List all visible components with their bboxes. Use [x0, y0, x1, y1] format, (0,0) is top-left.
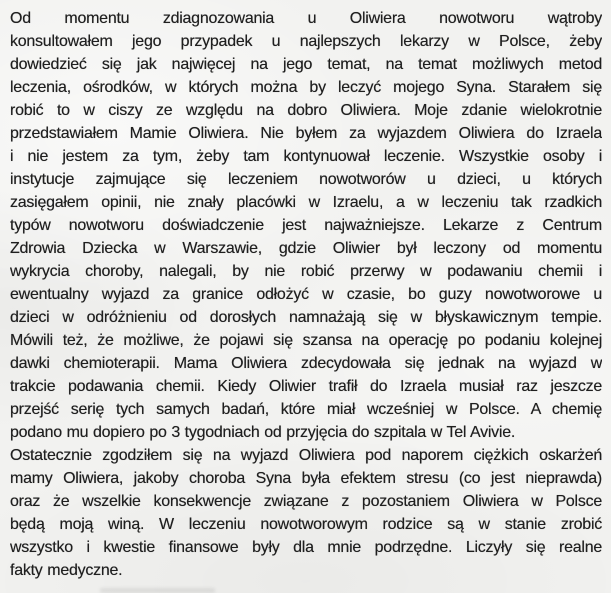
- text-line: Ostatecznie zgodziłem się na wyjazd Oliwiera pod naporem ciężkich oskarżeń: [10, 447, 602, 464]
- text-line: zasięgałem opinii, nie znały placówki w Izraelu, a w leczeniu tak rzadkich: [10, 194, 602, 211]
- text-line: będą moją winą. W leczeniu nowotworowym rodzice są w stanie zrobić: [10, 516, 602, 533]
- text-line: i nie jestem za tym, żeby tam kontynuował leczenie. Wszystkie osoby i: [10, 148, 602, 165]
- text-line: dzieci w odróżnieniu od dorosłych namnażają się w błyskawicznym tempie.: [10, 309, 602, 326]
- paragraph: [10, 444, 602, 582]
- scan-artifact: [100, 588, 215, 593]
- text-line: mamy Oliwiera, jakoby choroba Syna była efektem stresu (co jest nieprawda): [10, 470, 602, 487]
- document-body: [10, 7, 602, 582]
- text-line: instytucje zajmujące się leczeniem nowotworów u dzieci, u których: [10, 171, 602, 188]
- text-line: wykrycia choroby, nalegali, by nie robić przerwy w podawaniu chemii i: [10, 263, 602, 280]
- text-line: fakty medyczne.: [10, 562, 123, 579]
- text-line: Od momentu zdiagnozowania u Oliwiera nowotworu wątroby: [10, 10, 602, 27]
- paragraph: [10, 7, 602, 444]
- text-line: robić to w ciszy ze względu na dobro Oliwiera. Moje zdanie wielokrotnie: [10, 102, 602, 119]
- text-line: ewentualny wyjazd za granice odłożyć w czasie, bo guzy nowotworowe u: [10, 286, 602, 303]
- text-line: wszystko i kwestie finansowe były dla mnie podrzędne. Liczyły się realne: [10, 539, 602, 556]
- text-line: Zdrowia Dziecka w Warszawie, gdzie Oliwier był leczony od momentu: [10, 240, 602, 257]
- text-line: przejść serię tych samych badań, które miał wcześniej w Polsce. A chemię: [10, 401, 602, 418]
- text-line: Mówili też, że możliwe, że pojawi się szansa na operację po podaniu kolejnej: [10, 332, 602, 349]
- text-line: przedstawiałem Mamie Oliwiera. Nie byłem za wyjazdem Oliwiera do Izraela: [10, 125, 602, 142]
- text-line: oraz że wszelkie konsekwencje związane z pozostaniem Oliwiera w Polsce: [10, 493, 602, 510]
- text-line: dowiedzieć się jak najwięcej na jego temat, na temat możliwych metod: [10, 56, 602, 73]
- text-line: konsultowałem jego przypadek u najlepszych lekarzy w Polsce, żeby: [10, 33, 602, 50]
- text-line: podano mu dopiero po 3 tygodniach od przyjęcia do szpitala w Tel Avivie.: [10, 424, 516, 441]
- text-line: dawki chemioterapii. Mama Oliwiera zdecydowała się jednak na wyjazd w: [10, 355, 602, 372]
- text-line: leczenia, ośrodków, w których można by leczyć mojego Syna. Starałem się: [10, 79, 602, 96]
- text-line: trakcie podawania chemii. Kiedy Oliwier trafił do Izraela musiał raz jeszcze: [10, 378, 602, 395]
- text-line: typów nowotworu doświadczenie jest najważniejsze. Lekarze z Centrum: [10, 217, 602, 234]
